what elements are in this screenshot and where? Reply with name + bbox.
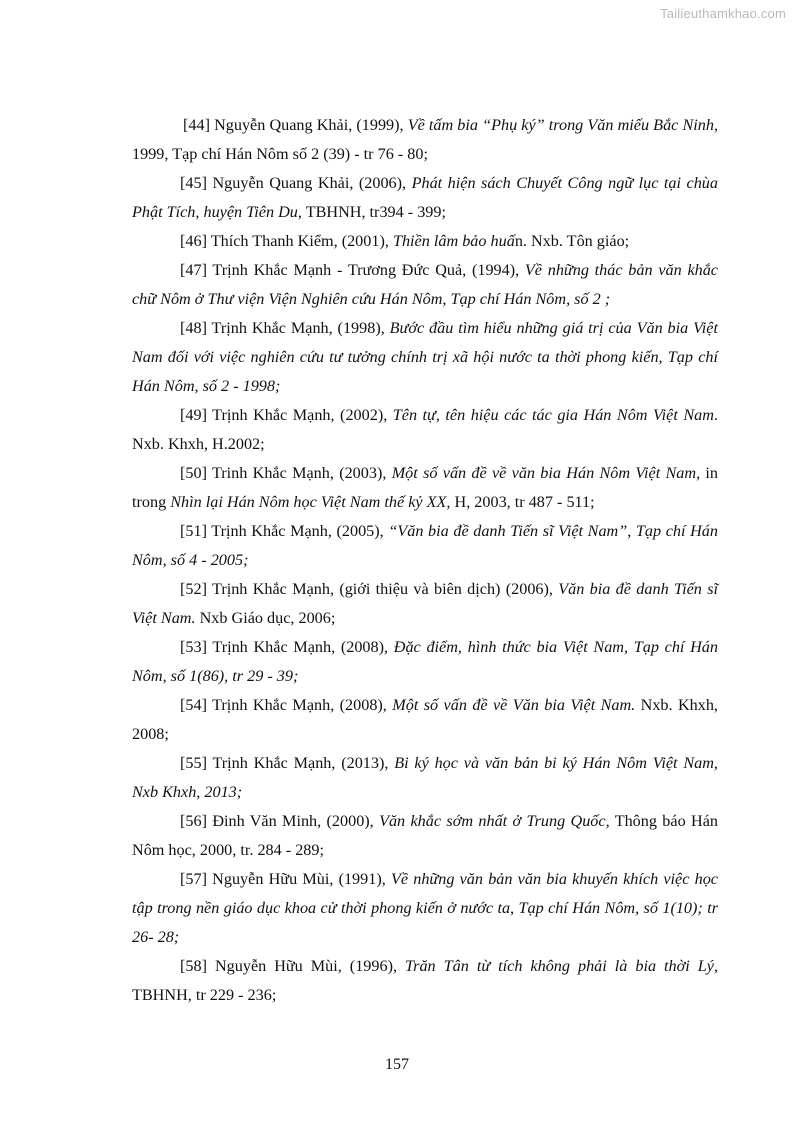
reference-text: Nxb Giáo dục, 2006; [195,609,336,627]
reference-italic-text: Văn khắc sớm nhất ở Trung Quốc, [379,812,610,830]
reference-entry [132,169,718,227]
reference-entry [132,256,718,314]
reference-text: [48] Trịnh Khắc Mạnh, (1998), [180,319,390,337]
reference-text: n. Nxb. Tôn giáo; [514,232,630,250]
reference-italic-text: “Văn bia đề danh Tiến sĩ Việt Nam”, Tạp chí Hán Nôm, số 4 - 2005; [132,522,718,569]
reference-text: [45] Nguyễn Quang Khải, (2006), [180,174,412,192]
reference-italic-text: Văn bia đề danh Tiến sĩ Việt Nam. [132,580,718,627]
reference-text: [54] Trịnh Khắc Mạnh, (2008), [180,696,393,714]
reference-text: , TBHNH, tr 229 - 236; [132,957,719,1004]
reference-italic-text: Nhìn lại Hán Nôm học Việt Nam thế kỷ XX, [170,493,451,511]
reference-text: [47] Trịnh Khắc Mạnh - Trương Đức Quả, (1994), [180,261,525,279]
reference-text: H, 2003, tr 487 - 511; [450,493,595,511]
reference-entry [132,691,718,749]
reference-entry [132,952,718,1010]
reference-entry [132,314,718,401]
reference-entry [132,227,718,256]
reference-text: . Nxb. Khxh, H.2002; [132,406,718,453]
reference-text: , 1999, Tạp chí Hán Nôm số 2 (39) - tr 76 - 80; [132,116,719,163]
page-number: 157 [385,1056,409,1073]
reference-entry [132,575,718,633]
reference-text: [56] Đinh Văn Minh, (2000), [180,812,380,830]
reference-text: [50] Trinh Khắc Mạnh, (2003), [180,464,392,482]
reference-italic-text: Đặc điểm, hình thức bia Việt Nam, Tạp chí Hán Nôm, số 1(86), tr 29 - 39; [132,638,718,685]
reference-italic-text: Tên tự, tên hiệu các tác gia Hán Nôm Việt Nam [392,406,714,424]
reference-text: [49] Trịnh Khắc Mạnh, (2002), [180,406,393,424]
reference-italic-text: Phát hiện sách Chuyết Công ngữ lục tại chùa Phật Tích, huyện Tiên Du [132,174,718,221]
reference-italic-text: Về tấm bia “Phụ ký” trong Văn miếu Bắc Ninh [407,116,714,134]
reference-text: in trong [132,464,719,511]
reference-text: [46] Thích Thanh Kiểm, (2001), [180,232,393,250]
watermark-text: Tailieuthamkhao.com [660,6,786,21]
reference-entry [132,517,718,575]
reference-text: [44] Nguyễn Quang Khải, (1999), [183,116,408,134]
reference-text: [57] Nguyễn Hữu Mùi, (1991), [180,870,391,888]
reference-entry [132,633,718,691]
reference-entry [132,111,718,169]
reference-entry [132,865,718,952]
reference-entry [132,749,718,807]
reference-entry [132,459,718,517]
reference-italic-text: Một số vấn đề về văn bia Hán Nôm Việt Nam, [391,464,701,482]
reference-text: [58] Nguyễn Hữu Mùi, (1996), [180,957,406,975]
reference-text: [51] Trịnh Khắc Mạnh, (2005), [180,522,389,540]
reference-italic-text: Thiền lâm bảo huấ [392,232,515,250]
reference-text: Thông báo Hán Nôm học, 2000, tr. 284 - 289; [132,812,718,859]
reference-text: , TBHNH, tr394 - 399; [297,203,446,221]
reference-italic-text: Về những thác bản văn khắc chữ Nôm ở Thư viện Viện Nghiên cứu Hán Nôm, Tạp chí Hán Nôm, số 2 ; [132,261,718,308]
reference-text: [52] Trịnh Khắc Mạnh, (giới thiệu và biên dịch) (2006), [180,580,559,598]
reference-italic-text: Về những văn bản văn bia khuyến khích việc học tập trong nền giáo dục khoa cử thời phong kiến ở nước ta, Tạp chí Hán Nôm, số 1(10); tr 26- 28; [132,870,718,946]
reference-text: [55] Trịnh Khắc Mạnh, (2013), [180,754,395,772]
reference-italic-text: Bi ký học và văn bản bi ký Hán Nôm Việt Nam, Nxb Khxh, 2013; [132,754,718,801]
reference-list [132,111,718,1010]
reference-italic-text: Trăn Tân từ tích không phải là bia thời Lý [405,957,714,975]
reference-italic-text: Một số vấn đề về Văn bia Việt Nam. [392,696,636,714]
reference-italic-text: Bước đầu tìm hiểu những giá trị của Văn bia Việt Nam đối với việc nghiên cứu tư tưởng chính trị xã hội nước ta thời phong kiến, Tạp chí Hán Nôm, số 2 - 1998; [132,319,718,395]
reference-entry [132,401,718,459]
reference-entry [132,807,718,865]
reference-text: Nxb. Khxh, 2008; [132,696,718,743]
reference-text: [53] Trịnh Khắc Mạnh, (2008), [180,638,394,656]
